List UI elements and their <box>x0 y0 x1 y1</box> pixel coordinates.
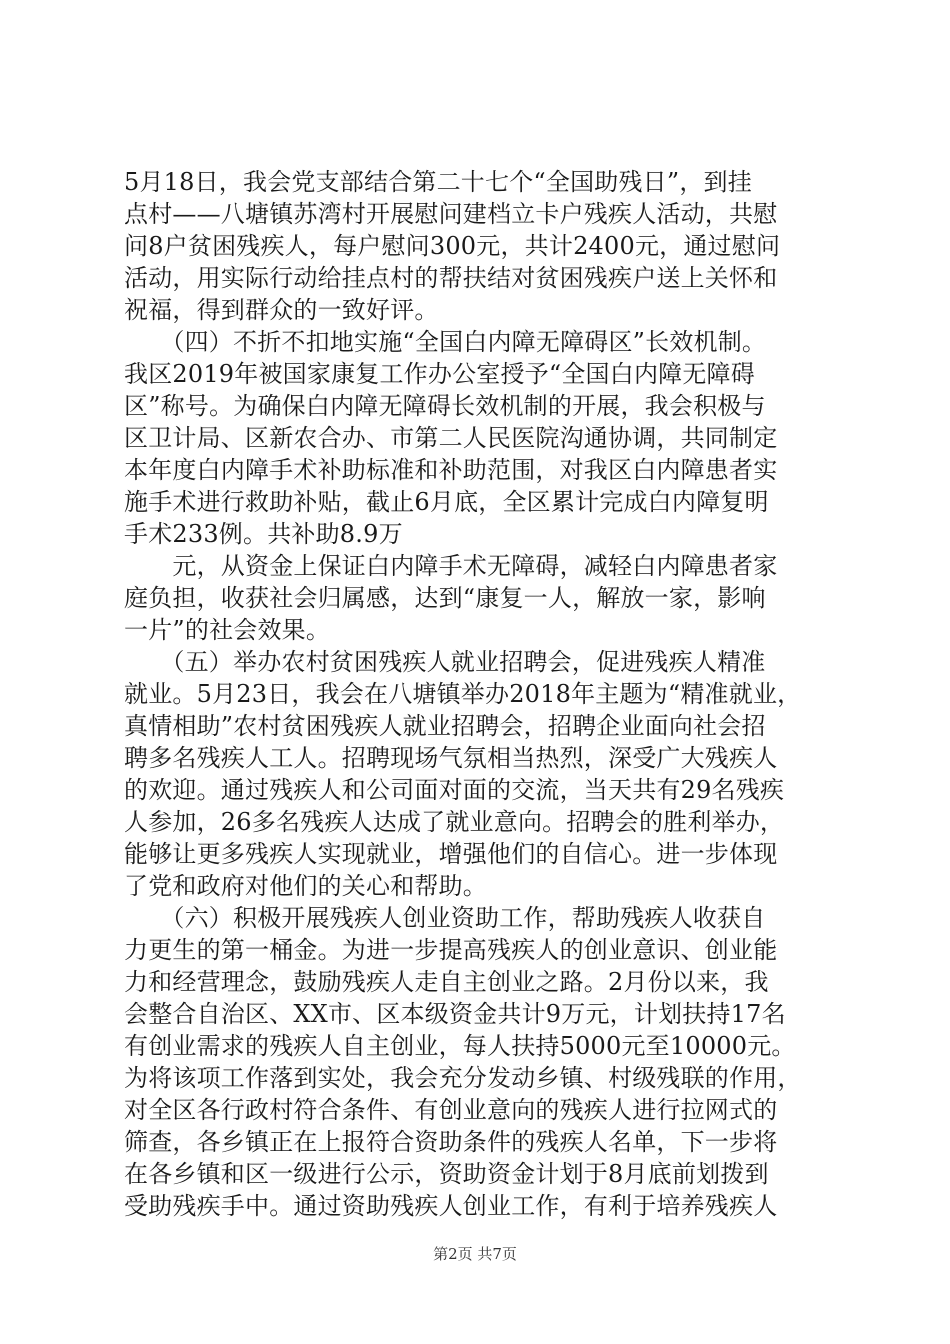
text-line: 在各乡镇和区一级进行公示，资助资金计划于8月底前划拨到 <box>124 1160 769 1188</box>
text-line: 力更生的第一桶金。为进一步提高残疾人的创业意识、创业能 <box>124 936 778 964</box>
text-line: 会整合自治区、XX市、区本级资金共计9万元，计划扶持17名 <box>124 1000 786 1028</box>
text-line: 活动，用实际行动给挂点村的帮扶结对贫困残疾户送上关怀和 <box>124 264 778 292</box>
text-line: 区”称号。为确保白内障无障碍长效机制的开展，我会积极与 <box>124 392 766 420</box>
text-line: 一片”的社会效果。 <box>124 616 331 644</box>
text-line: 力和经营理念，鼓励残疾人走自主创业之路。2月份以来，我 <box>124 968 769 996</box>
text-line: 5月18日，我会党支部结合第二十七个“全国助残日”，到挂 <box>124 168 752 196</box>
text-line: 对全区各行政村符合条件、有创业意向的残疾人进行拉网式的 <box>124 1096 778 1124</box>
text-line: 庭负担，收获社会归属感，达到“康复一人，解放一家，影响 <box>124 584 766 612</box>
text-line: 祝福，得到群众的一致好评。 <box>124 296 439 324</box>
text-line: 本年度白内障手术补助标准和补助范围，对我区白内障患者实 <box>124 456 778 484</box>
document-body <box>124 166 836 1222</box>
text-line: （六）积极开展残疾人创业资助工作，帮助残疾人收获自 <box>124 904 766 932</box>
text-line: 真情相助”农村贫困残疾人就业招聘会，招聘企业面向社会招 <box>124 712 766 740</box>
text-line: 的欢迎。通过残疾人和公司面对面的交流，当天共有29名残疾 <box>124 776 785 804</box>
text-line: 施手术进行救助补贴，截止6月底，全区累计完成白内障复明 <box>124 488 769 516</box>
text-line: 手术233例。共补助8.9万 <box>124 520 403 548</box>
text-line: 人参加，26多名残疾人达成了就业意向。招聘会的胜利举办， <box>124 808 785 836</box>
text-line: 有创业需求的残疾人自主创业，每人扶持5000元至10000元。 <box>124 1032 796 1060</box>
text-line: 就业。5月23日，我会在八塘镇举办2018年主题为“精准就业， <box>124 680 802 708</box>
text-line: 了党和政府对他们的关心和帮助。 <box>124 872 487 900</box>
text-line: 筛查，各乡镇正在上报符合资助条件的残疾人名单，下一步将 <box>124 1128 778 1156</box>
text-line: 能够让更多残疾人实现就业，增强他们的自信心。进一步体现 <box>124 840 778 868</box>
text-line: 为将该项工作落到实处，我会充分发动乡镇、村级残联的作用， <box>124 1064 802 1092</box>
text-line: （五）举办农村贫困残疾人就业招聘会，促进残疾人精准 <box>124 648 766 676</box>
text-line: 区卫计局、区新农合办、市第二人民医院沟通协调，共同制定 <box>124 424 778 452</box>
text-line: 我区2019年被国家康复工作办公室授予“全国白内障无障碍 <box>124 360 755 388</box>
text-line: 元，从资金上保证白内障手术无障碍，减轻白内障患者家 <box>124 552 778 580</box>
text-line: （四）不折不扣地实施“全国白内障无障碍区”长效机制。 <box>124 328 767 356</box>
text-line: 点村——八塘镇苏湾村开展慰问建档立卡户残疾人活动，共慰 <box>124 200 778 228</box>
text-line: 聘多名残疾人工人。招聘现场气氛相当热烈，深受广大残疾人 <box>124 744 778 772</box>
text-line: 受助残疾手中。通过资助残疾人创业工作，有利于培养残疾人 <box>124 1192 778 1220</box>
text-line: 问8户贫困残疾人，每户慰问300元，共计2400元，通过慰问 <box>124 232 781 260</box>
page-number-footer: 第2页 共7页 <box>433 1245 517 1263</box>
